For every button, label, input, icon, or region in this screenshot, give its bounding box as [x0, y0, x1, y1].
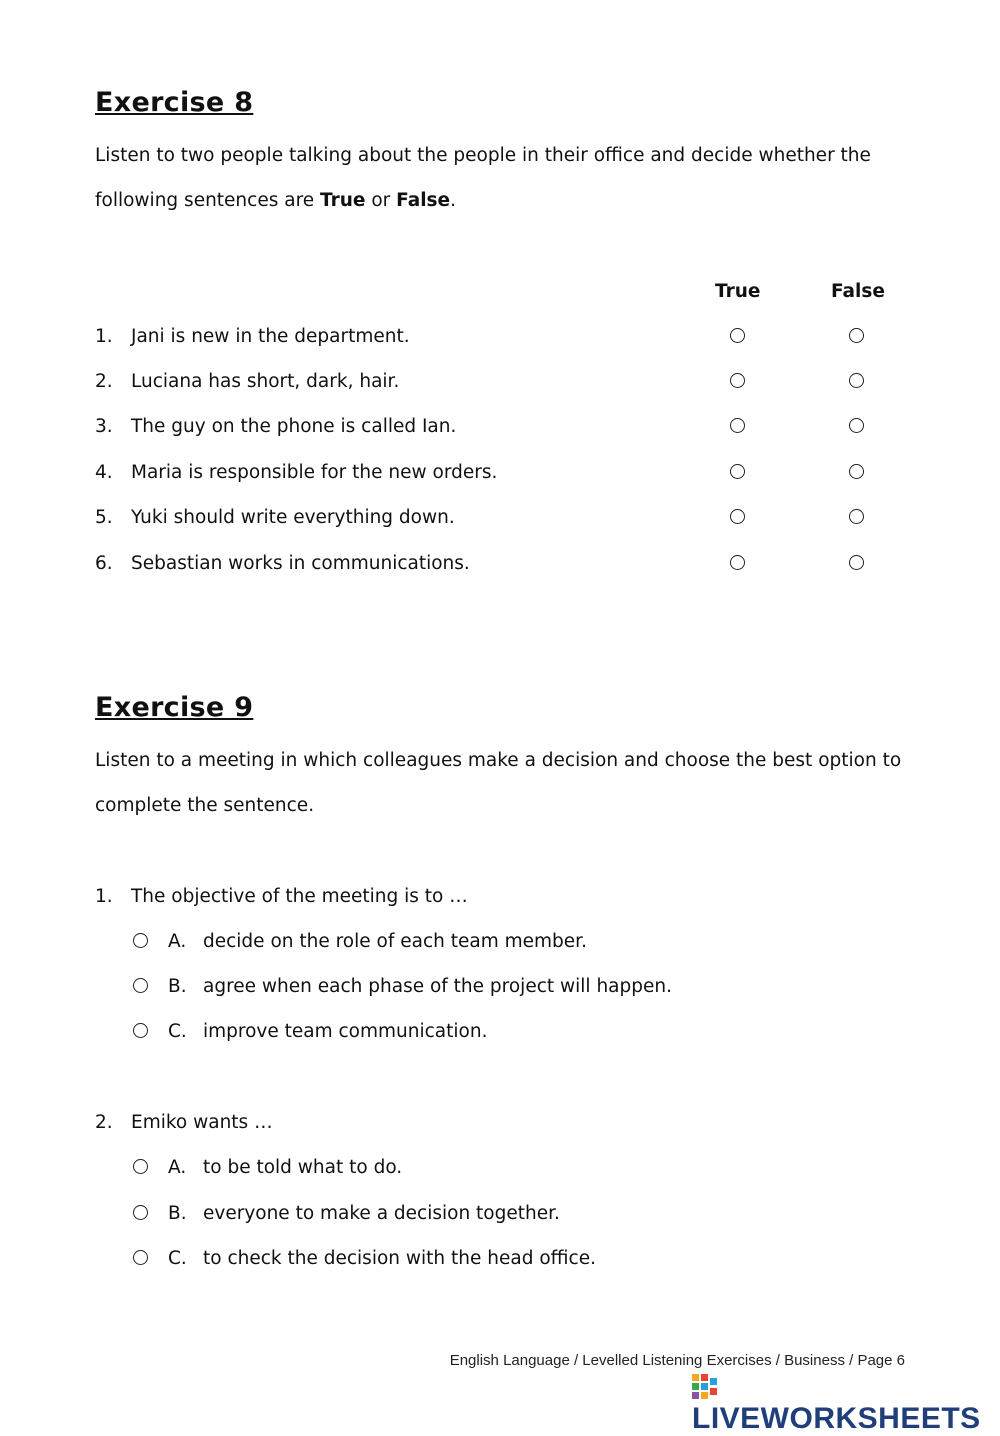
tf-item-6: [95, 553, 915, 577]
column-header-false: False: [831, 281, 885, 302]
true-radio-1[interactable]: [730, 328, 745, 343]
option-letter: B.: [168, 976, 187, 997]
tf-item-4: [95, 462, 915, 486]
exercise8-instruction-line1: Listen to two people talking about the people in their office and decide whether the: [95, 145, 871, 166]
page-footer: English Language / Levelled Listening Exercises / Business / Page 6: [449, 1352, 905, 1369]
exercise9-instruction-line1: Listen to a meeting in which colleagues make a decision and choose the best option to: [95, 750, 902, 771]
exercise9-title: Exercise 9: [95, 692, 254, 723]
true-radio-4[interactable]: [730, 464, 745, 479]
option-letter: A.: [168, 1157, 187, 1178]
question-text: Emiko wants …: [131, 1112, 273, 1133]
true-radio-3[interactable]: [730, 418, 745, 433]
false-radio-5[interactable]: [849, 509, 864, 524]
item-number: 6.: [95, 553, 113, 574]
liveworksheets-logo: [692, 1374, 1000, 1436]
item-text: Jani is new in the department.: [131, 326, 410, 347]
exercise8-instruction-line2: [95, 190, 456, 212]
option-text: improve team communication.: [203, 1021, 488, 1042]
question-number: 1.: [95, 886, 113, 907]
option-text: agree when each phase of the project will happen.: [203, 976, 672, 997]
instruction-text: following sentences are: [95, 190, 321, 211]
item-text: Maria is responsible for the new orders.: [131, 462, 498, 483]
option-text: to be told what to do.: [203, 1157, 403, 1178]
exercise8-title: Exercise 8: [95, 87, 254, 118]
true-radio-6[interactable]: [730, 555, 745, 570]
item-text: Luciana has short, dark, hair.: [131, 371, 400, 392]
or-word: or: [365, 190, 397, 211]
item-text: Sebastian works in communications.: [131, 553, 470, 574]
item-number: 4.: [95, 462, 113, 483]
question-number: 2.: [95, 1112, 113, 1133]
item-number: 1.: [95, 326, 113, 347]
option-letter: C.: [168, 1248, 187, 1269]
false-word: False: [396, 190, 451, 211]
false-radio-4[interactable]: [849, 464, 864, 479]
item-number: 2.: [95, 371, 113, 392]
option-text: to check the decision with the head office.: [203, 1248, 596, 1269]
q1-option-a-radio[interactable]: [133, 933, 148, 948]
mc-question-1: [95, 886, 915, 910]
item-text: The guy on the phone is called Ian.: [131, 416, 457, 437]
option-letter: C.: [168, 1021, 187, 1042]
item-text: Yuki should write everything down.: [131, 507, 455, 528]
option-text: decide on the role of each team member.: [203, 931, 587, 952]
false-radio-2[interactable]: [849, 373, 864, 388]
tf-item-5: [95, 507, 915, 531]
false-radio-6[interactable]: [849, 555, 864, 570]
q2-option-a-radio[interactable]: [133, 1159, 148, 1174]
q2-option-b-radio[interactable]: [133, 1205, 148, 1220]
true-radio-5[interactable]: [730, 509, 745, 524]
tf-item-3: [95, 416, 915, 440]
liveworksheets-logo-text: LIVEWORKSHEETS: [692, 1402, 981, 1435]
q2-option-c-radio[interactable]: [133, 1250, 148, 1265]
false-radio-3[interactable]: [849, 418, 864, 433]
column-header-true: True: [715, 281, 761, 302]
q1-option-b-radio[interactable]: [133, 978, 148, 993]
option-text: everyone to make a decision together.: [203, 1203, 560, 1224]
item-number: 5.: [95, 507, 113, 528]
liveworksheets-grid-icon: [692, 1374, 718, 1402]
option-letter: A.: [168, 931, 187, 952]
false-radio-1[interactable]: [849, 328, 864, 343]
tf-item-1: [95, 326, 915, 350]
mc-question-2: [95, 1112, 915, 1136]
question-text: The objective of the meeting is to …: [131, 886, 468, 907]
q1-option-c-radio[interactable]: [133, 1023, 148, 1038]
exercise9-instruction-line2: complete the sentence.: [95, 795, 315, 816]
period: .: [450, 190, 456, 211]
true-radio-2[interactable]: [730, 373, 745, 388]
true-word: True: [320, 190, 366, 211]
option-letter: B.: [168, 1203, 187, 1224]
tf-item-2: [95, 371, 915, 395]
item-number: 3.: [95, 416, 113, 437]
